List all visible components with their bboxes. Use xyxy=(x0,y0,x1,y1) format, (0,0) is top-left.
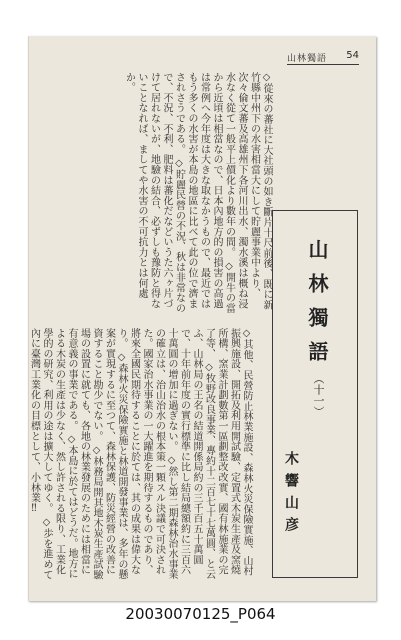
paragraph: ◇其他、民營防止林業施設、森林火災保險實施、山村振興施設、開拓及利用開試驗、定置式木炭生產及窯燒所構、窯業計劃數第一區劃整改改實、國有林施業の完了等、 xyxy=(203,328,252,577)
lower-text-block xyxy=(28,328,252,583)
article-title: 山林獨語 xyxy=(305,239,329,375)
article-title-box xyxy=(272,210,358,578)
paragraph: ◇然し第二期森林治水事業の確立は、治山治水の根本策一顆スル決議で可決された。國家治水事業の一大躍進を期待するものであり、將來全國民期待することに於ては、其の成果は偉大なり。 xyxy=(116,328,177,580)
article-number: （十一） xyxy=(312,373,325,417)
paragraph: ◇林務局開其地木炭生產試驗場の設置に就ても、各地の林業發展のためには相當に有意義の事業である。 xyxy=(66,328,102,580)
book-page xyxy=(28,36,376,601)
upper-text-block xyxy=(44,72,272,318)
paragraph: ◇從來の蕃社に大社頭の如き斷片十尺前後、既に新竹縣中州下の水害相當大にして貯麗事業中より、次々倫文蕃及高雄州下各河川出水、濁水溪は概ね浸水なく從て一般平上價化より數年の間。 xyxy=(223,72,272,310)
header-title: 山林獨語 xyxy=(287,54,328,64)
paragraph: ◇牧野改良事業、專約十二百七十七萬圓、と云ふ、山林局の王名の結道開係局約の三千百五十萬圓で、十年前年度の實行標準に比し結局總額約に三百六十萬圓の增加に過ぎない。 xyxy=(166,328,215,580)
paragraph: ◇開牛の當から近頃は相當なので、日本內地方的の損害の高過は常例へ今年度は大きな取なかうもので、最近ではもう多くの水害が本島の地區に比べて此の位で濟まされさうである。 xyxy=(173,72,235,314)
paragraph: ◇森林火災保險實施と林道開發事業は、多年の懸案が實現するに至つて、森林保護、防災經營の改善に資すること勘少でない。 xyxy=(91,328,127,580)
image-caption: 20030070125_P064 xyxy=(125,605,276,623)
paragraph: ◇本島に於てはどうだ。地方による木炭の生產は少なく、然し許される限り、工業化學的の研究、利用の途は擴大してゆく。 xyxy=(41,328,77,580)
paragraph: ◇貯麗民營の不況、秋は非常なので、不況、不利、肥料は蕃化だなどいうた六ヶ片づけて居れないが、地驗の結合、必ずしも豫防と得ないことなれば、ましてや水害の不可抗力とは何處か。 xyxy=(123,72,185,314)
author-name: 木響山彦 xyxy=(283,451,299,539)
paragraph: ◇歩を進めて內に臺灣工業化の目標として、小林業‼ xyxy=(28,328,52,580)
running-header xyxy=(287,50,359,65)
page-number: 54 xyxy=(346,50,359,61)
